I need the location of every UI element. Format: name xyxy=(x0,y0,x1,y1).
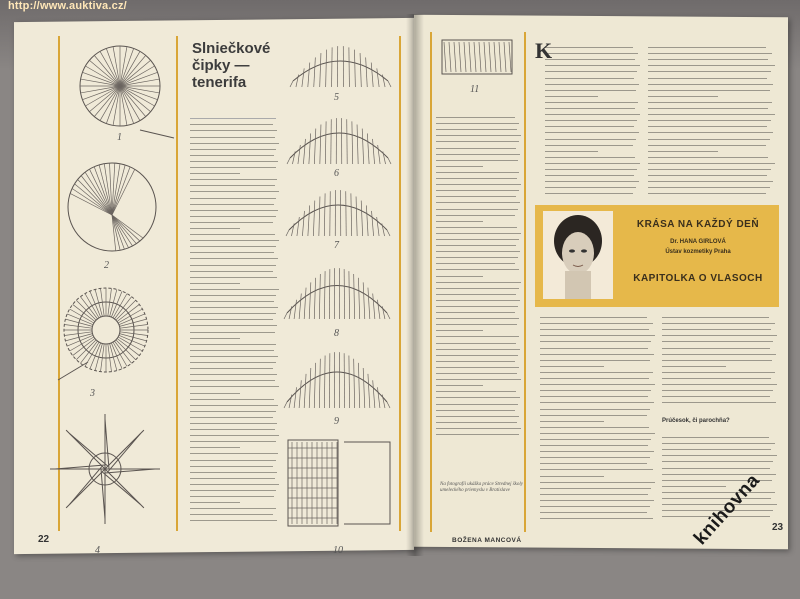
page-number: 23 xyxy=(772,522,784,533)
figure-label: 7 xyxy=(334,240,339,251)
figure-11-drawing xyxy=(440,36,515,81)
article-body-column xyxy=(662,312,778,408)
figure-label: 9 xyxy=(334,416,339,427)
figure-label: 5 xyxy=(334,92,339,103)
figure-2-drawing xyxy=(62,155,172,260)
figure-10-drawing xyxy=(286,432,396,532)
column-rule xyxy=(524,32,526,532)
watermark-url: http://www.auktiva.cz/ xyxy=(8,0,127,12)
article-author: BOŽENA MANCOVÁ xyxy=(452,537,522,544)
article-body-column xyxy=(545,42,641,200)
page-gutter xyxy=(406,14,424,556)
article-title: Slniečkové čipky — tenerifa xyxy=(192,40,271,91)
banner-headline: KAPITOLKA O VLASOCH xyxy=(633,273,763,284)
article-body-column xyxy=(648,42,776,200)
portrait-photo xyxy=(543,211,613,299)
banner-affiliation: Ústav kozmetiky Praha xyxy=(665,249,731,255)
column-rule xyxy=(430,32,432,532)
figure-label: 4 xyxy=(95,545,100,556)
figure-label: 11 xyxy=(470,84,480,95)
drop-cap: K xyxy=(535,38,553,63)
figure-9-drawing xyxy=(282,342,392,417)
column-rule xyxy=(399,36,401,531)
figure-3-drawing xyxy=(58,282,168,382)
photo-caption: Na fotografii ukážka práce Strednej školy umeleckého priemyslu v Bratislave xyxy=(440,482,523,493)
watermark-stamp: knihovna xyxy=(690,470,765,550)
article-body-column xyxy=(190,112,280,532)
figure-1-drawing xyxy=(70,38,180,138)
page-number: 22 xyxy=(38,534,50,545)
article-body-column xyxy=(436,112,522,452)
beauty-column-banner xyxy=(535,205,779,307)
figure-label: 6 xyxy=(334,168,339,179)
figure-label: 2 xyxy=(104,260,109,271)
figure-8-drawing xyxy=(282,258,392,328)
figure-label: 10 xyxy=(333,545,343,556)
figure-6-drawing xyxy=(285,108,393,173)
section-subhead: Prúčesok, či parochňa? xyxy=(662,418,730,424)
figure-label: 8 xyxy=(334,328,339,339)
figure-4-drawing xyxy=(50,414,165,534)
article-body-column xyxy=(540,312,656,527)
figure-label: 3 xyxy=(90,388,95,399)
figure-label: 1 xyxy=(117,132,122,143)
banner-byline: Dr. HANA GIRLOVÁ xyxy=(670,239,726,245)
banner-kicker: KRÁSA NA KAŽDÝ DEŇ xyxy=(636,219,760,230)
figure-7-drawing xyxy=(284,180,392,245)
figure-5-drawing xyxy=(288,36,393,96)
